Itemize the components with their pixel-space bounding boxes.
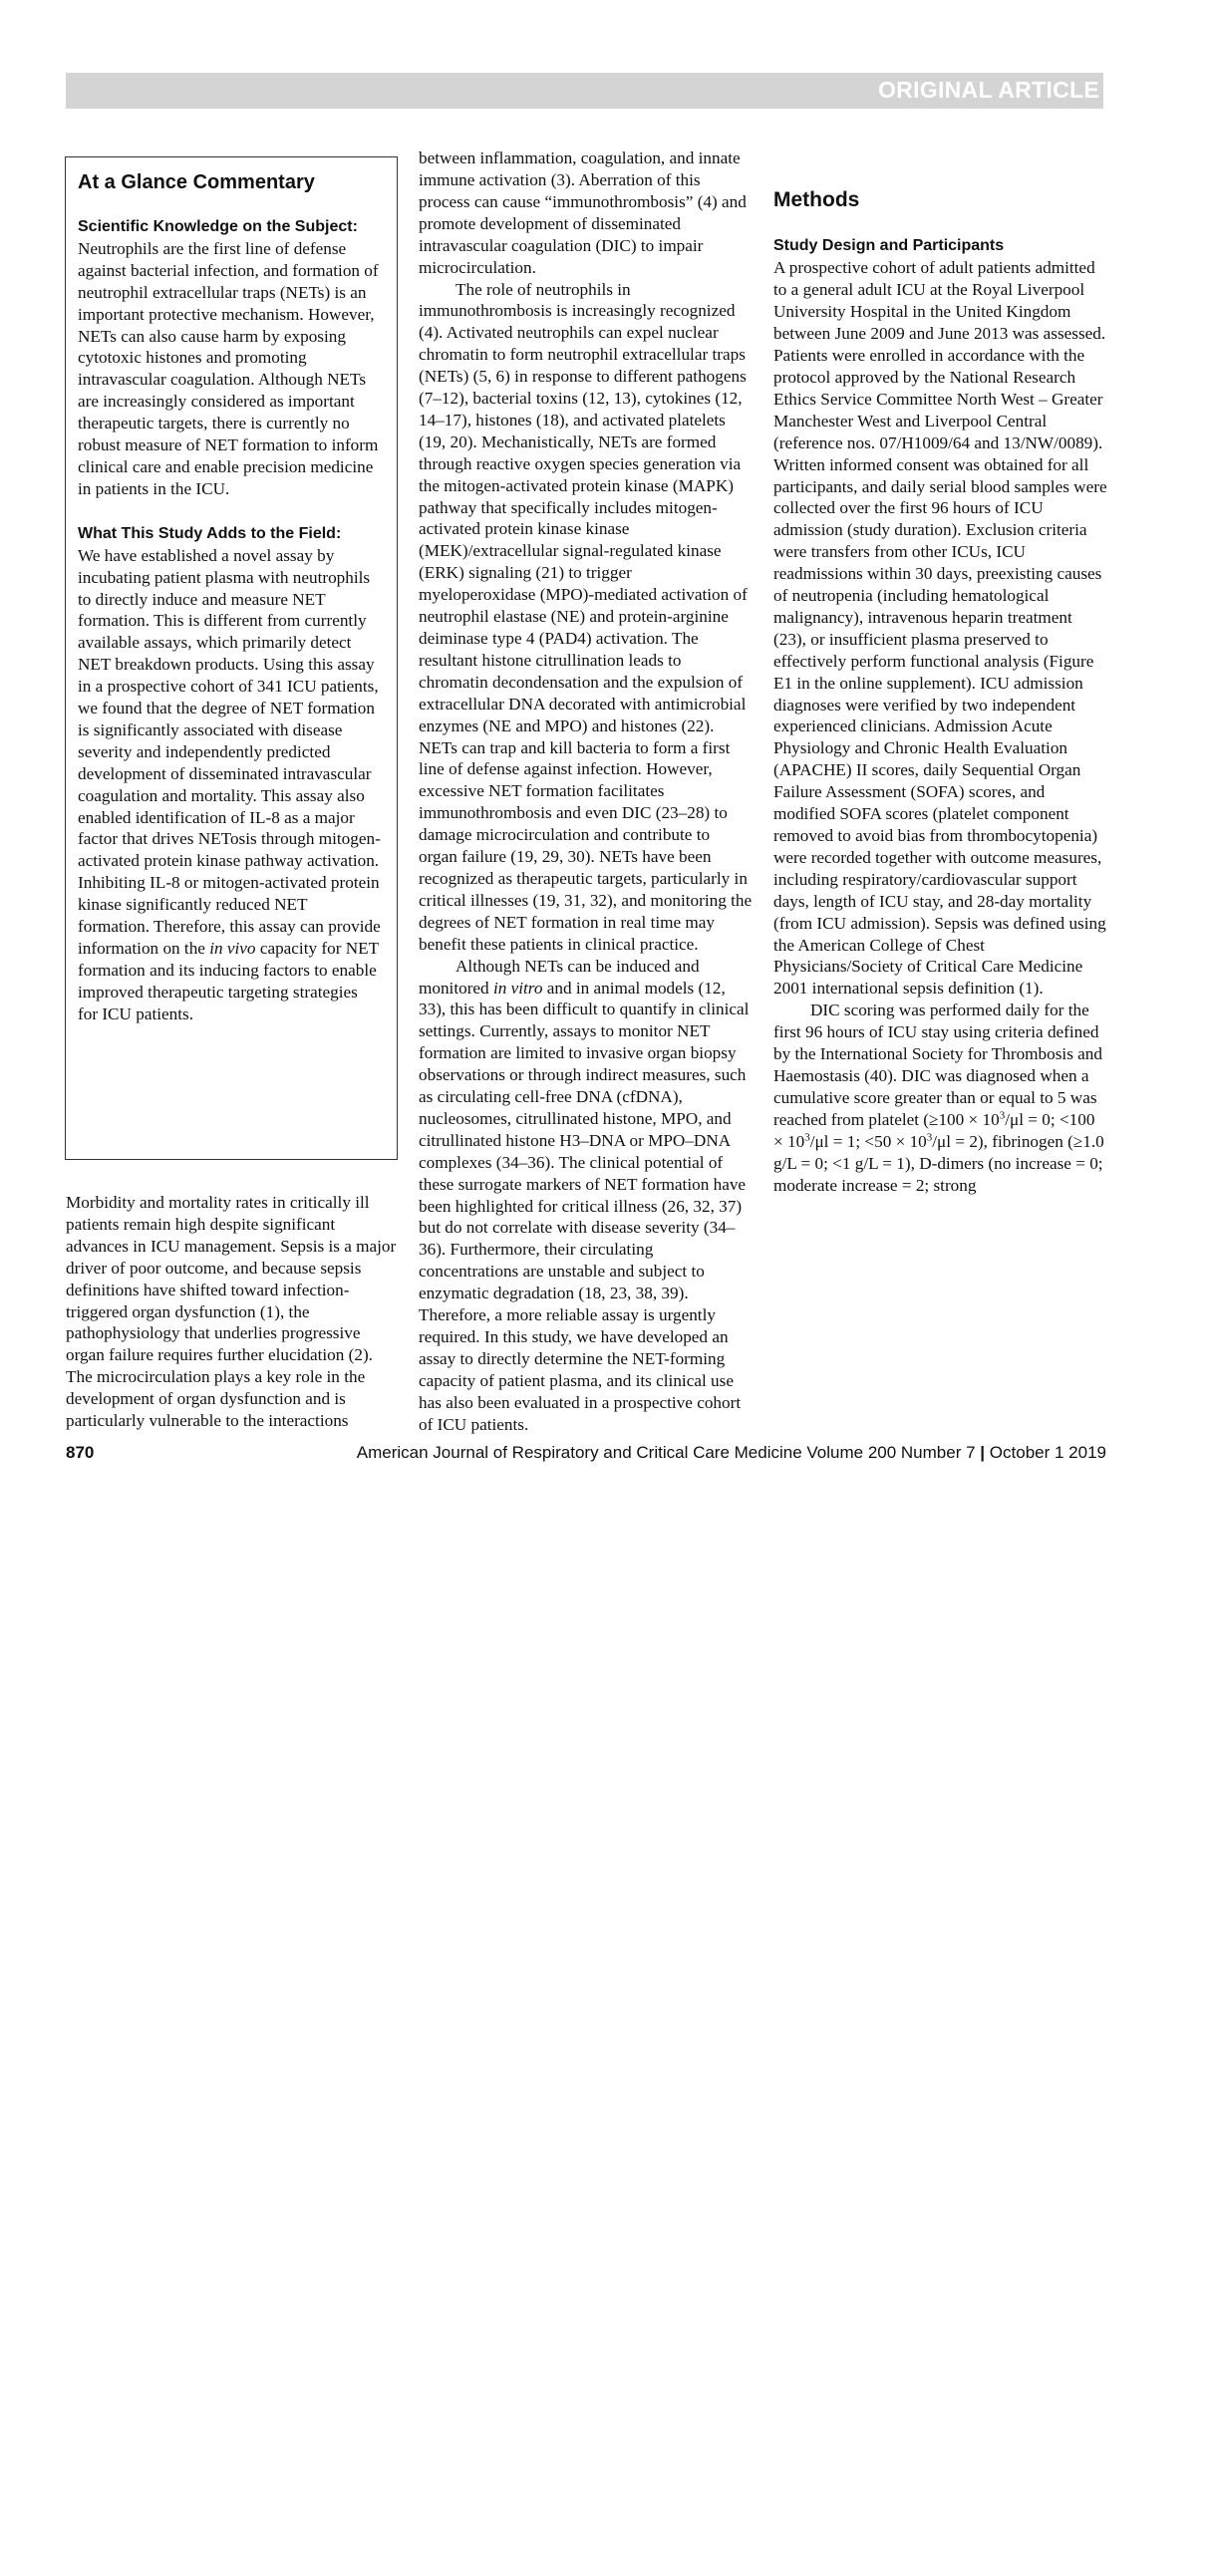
article-flow-clone: [773, 147, 1107, 1196]
exponent-1: 3: [1000, 1109, 1006, 1121]
article-flow-col1: [66, 1192, 400, 1432]
article-flow-clone: [66, 1192, 400, 1432]
glance-adds-heading: What This Study Adds to the Field:: [78, 525, 341, 542]
methods-paragraph-2: [773, 1000, 1107, 1196]
exponent-2: 3: [804, 1131, 810, 1143]
methods-paragraph-1: A prospective cohort of adult patients admitted to a general adult ICU at the Royal Liverpool University Hospital in the United Kingdom between June 2009 and June 2013 was assessed. Patients were enrolled in accordance with the protocol approved by the National Research Ethics Service Committee North West – Greater Manchester West and Liverpool Central (reference nos. 07/H1009/64 and 13/NW/0089). Written informed consent was obtained for all participants, and daily serial blood samples were collected over the first 96 hours of ICU admission (study duration). Exclusion criteria were transfers from other ICUs, ICU readmissions within 30 days, preexisting causes of neutropenia (including hematological malignancy), intravenous heparin treatment (23), or insufficient plasma preserved to effectively perform functional analysis (Figure E1 in the online supplement). ICU admission diagnoses were verified by two independent experienced clinicians. Admission Acute Physiology and Chronic Health Evaluation (APACHE) II scores, daily Sequential Organ Failure Assessment (SOFA) scores, and modified SOFA scores (platelet component removed to avoid bias from thrombocytopenia) were recorded together with outcome measures, including respiratory/cardiovascular support days, length of ICU stay, and 28-day mortality (from ICU admission). Sepsis was defined using the American College of Chest Physicians/Society of Critical Care Medicine 2001 international sepsis definition (1).: [773, 257, 1107, 1000]
journal-citation: [357, 1443, 1106, 1463]
article-type-label: ORIGINAL ARTICLE: [878, 77, 1099, 104]
intro-paragraph-1: Morbidity and mortality rates in critically ill patients remain high despite significant advances in ICU management. Sepsis is a major driver of poor outcome, and because sepsis definitions have shifted toward infection-triggered organ dysfunction (1), the pathophysiology that underlies progressive organ failure requires further elucidation (2). The microcirculation plays a key role in the development of organ dysfunction and is particularly vulnerable to the interactions: [66, 1192, 400, 1432]
intro-p3-b: and in animal models (12, 33), this has been difficult to quantify in clinical settings. Currently, assays to monitor NET formation are limited to invasive organ biopsy observations or through indirect measures, such as circulating cell-free DNA (cfDNA), nucleosomes, citrullinated histone, MPO, and citrullinated histone H3–DNA or MPO–DNA complexes (34–36). The clinical potential of these surrogate markers of NET formation have been highlighted for critical illness (26, 32, 37) but do not correlate with disease severity (34–36). Furthermore, their circulating concentrations are unstable and subject to enzymatic degradation (18, 23, 38, 39). Therefore, a more reliable assay is urgently required. In this study, we have developed an assay to directly determine the NET-forming capacity of patient plasma, and its clinical use has also been evaluated in a prospective cohort of ICU patients.: [419, 979, 749, 1434]
methods-p2-c: /μl = 1; <50 × 10: [810, 1132, 927, 1151]
glance-adds-text-2: capacity for NET formation and its inducing factors to enable improved therapeutic targeting strategies for ICU patients.: [78, 939, 379, 1023]
glance-knowledge-heading: Scientific Knowledge on the Subject:: [78, 218, 358, 235]
issue-date: October 1 2019: [990, 1443, 1106, 1462]
glance-knowledge-paragraph: [78, 215, 382, 500]
exponent-3: 3: [927, 1131, 933, 1143]
methods-p2-a: DIC scoring was performed daily for the first 96 hours of ICU stay using criteria defined by the International Society for Thrombosis and Haemostasis (40). DIC was diagnosed when a cumulative score greater than or equal to 5 was reached from platelet (≥100 × 10: [773, 1001, 1102, 1129]
article-flow-col3: [773, 147, 1107, 1435]
page-footer: [66, 1443, 1106, 1469]
glance-knowledge-text: Neutrophils are the first line of defense against bacterial infection, and formation of neutrophil extracellular traps (NETs) is an important protective mechanism. However, NETs can also cause harm by exposing cytotoxic histones and promoting intravascular coagulation. Although NETs are increasingly considered as important therapeutic targets, there is currently no robust measure of NET formation to inform clinical care and enable precision medicine in patients in the ICU.: [78, 239, 379, 498]
article-flow-clone: [419, 147, 753, 1435]
methods-p2-d: /μl = 2), fibrinogen (≥1.0 g/L = 0; <1 g/L = 1), D-dimers (no increase = 0; moderate increase = 2; strong: [773, 1132, 1104, 1195]
column-1-body: [66, 1192, 400, 1432]
glance-title: At a Glance Commentary: [78, 169, 382, 195]
intro-paragraph-3: [419, 956, 753, 1435]
intro-paragraph-1: between inflammation, coagulation, and innate immune activation (3). Aberration of this process can cause “immunothrombosis” (4) and promote development of disseminated intravascular coagulation (DIC) to impair microcirculation.: [419, 147, 753, 279]
glance-adds-heading-line: [78, 522, 382, 545]
intro-p3-a: Although NETs can be induced and monitored: [419, 957, 700, 998]
methods-p2-b: /μl = 0; <100 × 10: [773, 1110, 1094, 1151]
study-design-subheading: Study Design and Participants: [773, 235, 1107, 257]
at-a-glance-box: [65, 156, 398, 1160]
article-type-banner: [66, 73, 1103, 109]
journal-name: American Journal of Respiratory and Critical Care Medicine Volume 200 Number 7: [357, 1443, 976, 1462]
column-3-body: [773, 147, 1107, 1435]
methods-heading: Methods: [773, 187, 1107, 213]
article-flow-col2: [419, 147, 753, 1435]
footer-separator: |: [980, 1443, 985, 1462]
glance-adds-paragraph: [78, 545, 382, 1025]
intro-p3-italic: in vitro: [493, 979, 543, 998]
column-2-body: [419, 147, 753, 1435]
intro-paragraph-2: The role of neutrophils in immunothrombosis is increasingly recognized (4). Activated neutrophils can expel nuclear chromatin to form neutrophil extracellular traps (NETs) (5, 6) in response to different pathogens (7–12), bacterial toxins (12, 13), cytokines (12, 14–17), histones (18), and activated platelets (19, 20). Mechanistically, NETs are formed through reactive oxygen species generation via the mitogen-activated protein kinase (MAPK) pathway that specifically includes mitogen-activated protein kinase kinase (MEK)/extracellular signal-regulated kinase (ERK) signaling (21) to trigger myeloperoxidase (MPO)-mediated activation of neutrophil elastase (NE) and protein-arginine deiminase type 4 (PAD4) activation. The resultant histone citrullination leads to chromatin decondensation and the expulsion of extracellular DNA decorated with antimicrobial enzymes (NE and MPO) and histones (22). NETs can trap and kill bacteria to form a first line of defense against infection. However, excessive NET formation facilitates immunothrombosis and even DIC (23–28) to damage microcirculation and contribute to organ failure (19, 29, 30). NETs have been recognized as therapeutic targets, particularly in critical illnesses (19, 31, 32), and monitoring the degrees of NET formation in real time may benefit these patients in clinical practice.: [419, 279, 753, 956]
page-number: 870: [66, 1443, 94, 1463]
glance-adds-italic: in vivo: [209, 939, 255, 958]
glance-adds-text-1: We have established a novel assay by incubating patient plasma with neutrophils to directly induce and measure NET formation. This is different from currently available assays, which primarily detect NET breakdown products. Using this assay in a prospective cohort of 341 ICU patients, we found that the degree of NET formation is significantly associated with disease severity and independently predicted development of disseminated intravascular coagulation and mortality. This assay also enabled identification of IL-8 as a major factor that drives NETosis through mitogen-activated protein kinase pathway activation. Inhibiting IL-8 or mitogen-activated protein kinase significantly reduced NET formation. Therefore, this assay can provide information on the: [78, 546, 381, 958]
